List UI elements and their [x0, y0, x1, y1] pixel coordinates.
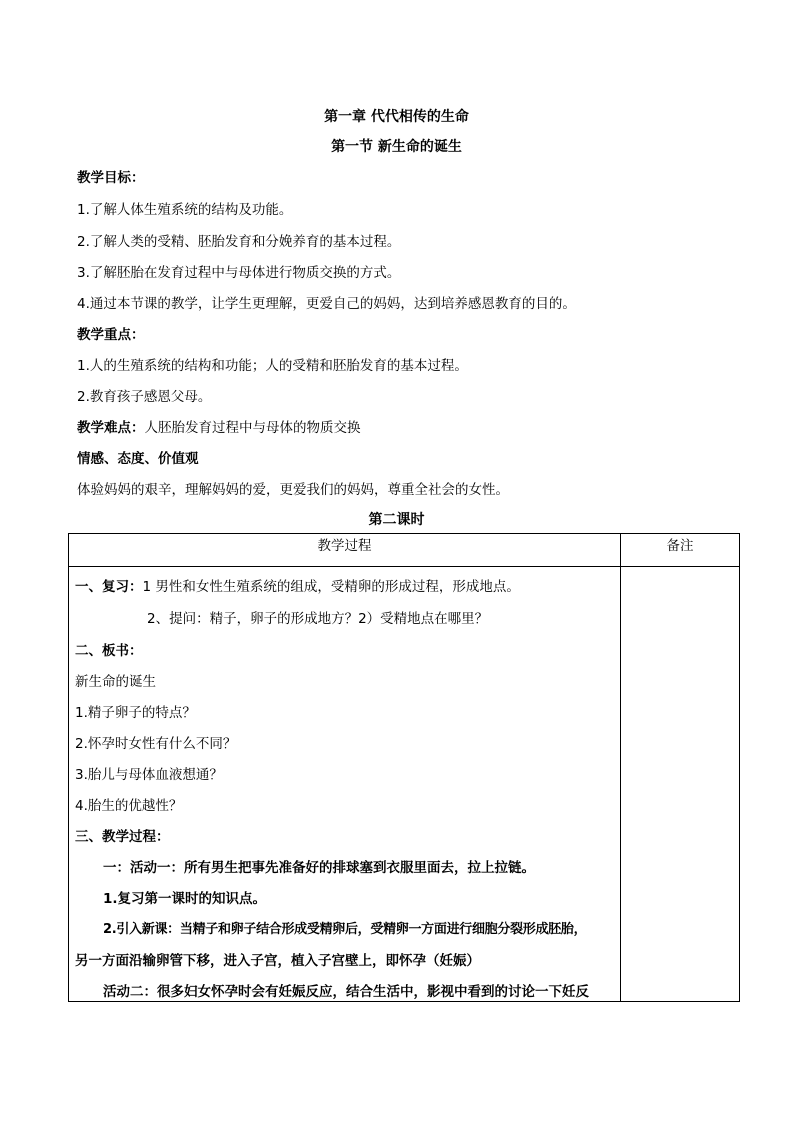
key-points-heading: 教学重点：	[77, 327, 145, 343]
objectives-heading: 教学目标：	[77, 170, 145, 186]
values-heading: 情感、态度、价值观	[77, 451, 199, 467]
objective-item: 2.了解人类的受精、胚胎发育和分娩养育的基本过程。	[77, 234, 401, 250]
chapter-title: 第一章 代代相传的生命	[324, 109, 469, 125]
activity-two: 活动二：很多妇女怀孕时会有妊娠反应，结合生活中，影视中看到的讨论一下妊反	[103, 984, 589, 1000]
col-notes-header: 备注	[621, 534, 740, 567]
difficulty-text: 人胚胎发育过程中与母体的物质交换	[144, 420, 361, 436]
review-line	[75, 575, 520, 595]
key-point-item: 1.人的生殖系统的结构和功能；人的受精和胚胎发育的基本过程。	[77, 358, 468, 374]
board-item: 3.胎儿与母体血液想通？	[75, 767, 223, 783]
intro-line-1: 2.引入新课：当精子和卵子结合形成受精卵后，受精卵一方面进行细胞分裂形成胚胎，	[103, 922, 587, 937]
review-point: 1.复习第一课时的知识点。	[103, 891, 267, 907]
objective-item: 1.了解人体生殖系统的结构及功能。	[77, 202, 293, 218]
key-point-item: 2.教育孩子感恩父母。	[77, 389, 212, 405]
board-item: 新生命的诞生	[75, 674, 156, 690]
lesson-table	[68, 533, 740, 1002]
activity-one: 一：活动一：所有男生把事先准备好的排球塞到衣服里面去，拉上拉链。	[103, 860, 535, 876]
difficulty-line	[77, 416, 361, 436]
review-label: 一、复习：	[75, 579, 143, 595]
process-heading: 三、教学过程：	[75, 829, 170, 845]
objective-item: 3.了解胚胎在发育过程中与母体进行物质交换的方式。	[77, 265, 401, 281]
review-question: 2、提问：精子，卵子的形成地方？2）受精地点在哪里？	[147, 611, 489, 627]
table-body-row	[69, 567, 740, 1002]
board-item: 1.精子卵子的特点？	[75, 705, 196, 721]
col-process-header: 教学过程	[69, 534, 621, 567]
board-item: 4.胎生的优越性？	[75, 798, 183, 814]
values-text: 体验妈妈的艰辛，理解妈妈的爱，更爱我们的妈妈，尊重全社会的女性。	[77, 482, 509, 498]
intro-line-2: 另一方面沿输卵管下移，进入子宫，植入子宫壁上，即怀孕（妊娠）	[75, 953, 480, 969]
board-item: 2.怀孕时女性有什么不同？	[75, 736, 237, 752]
notes-cell	[621, 567, 740, 1002]
section-title: 第一节 新生命的诞生	[331, 139, 462, 155]
process-cell	[69, 567, 621, 1002]
board-heading: 二、板书：	[75, 643, 143, 659]
review-text: 1 男性和女性生殖系统的组成，受精卵的形成过程，形成地点。	[142, 579, 520, 595]
difficulty-label: 教学难点：	[77, 420, 145, 436]
objective-item: 4.通过本节课的教学，让学生更理解，更爱自己的妈妈，达到培养感恩教育的目的。	[77, 296, 576, 312]
lesson-title: 第二课时	[368, 512, 425, 528]
table-header-row	[69, 534, 740, 567]
